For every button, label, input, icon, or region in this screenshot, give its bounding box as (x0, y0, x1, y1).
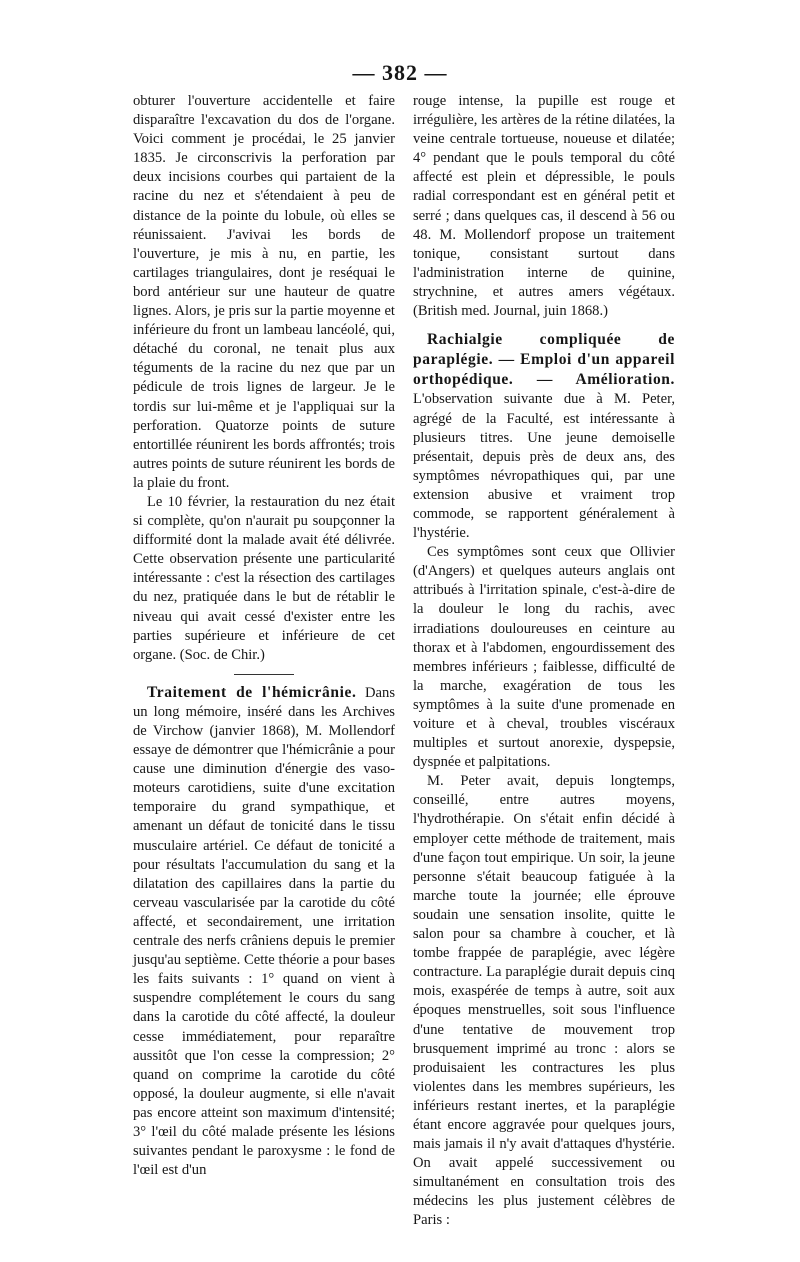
section-divider (234, 674, 294, 675)
paragraph: obturer l'ouverture accidentelle et faire disparaître l'excavation du dos de l'organe. Voici comment je procédai, le 25 janvier 1835. Je circonscrivis la perforation par deux incisions courbes qui partaient de la racine du nez et s'étendaient à peu de distance de la pointe du lobule, où elles se réunissaient. J'avivai les bords de l'ouverture, je mis à nu, en partie, les cartilages triangulaires, dont je reséquai le bord antérieur sur une hauteur de quatre lignes. Alors, je pris sur la partie moyenne et inférieure du front un lambeau lancéolé, qui, détaché du coronal, ne tenait plus aux téguments de la racine du nez que par un pédicule de trois lignes de largeur. Je le tordis sur lui-même et je l'appliquai sur la perforation. Quatorze points de suture entortillée réunirent les bords affrontés; trois autres points de suture réunirent les bords de la plaie du front. (133, 93, 395, 491)
paragraph: Le 10 février, la restauration du nez était si complète, qu'on n'aurait pu soupçonner la difformité dont la malade avait été délivrée. Cette observation présente une particularité intéressante : c'est la résection des cartilages du nez, pratiquée dans le but de rétablir le niveau qui avait cessé d'exister entre les parties supérieure et inférieure de cet organe. (Soc. de Chir.) (133, 493, 395, 663)
paragraph: Dans un long mémoire, inséré dans les Archives de Virchow (janvier 1868), M. Mollendorf essaye de démontrer que l'hémicrânie a pour cause une diminution d'énergie des vaso-moteurs carotidiens, suite d'une excitation temporaire du grand sympathique, et amenant un défaut de tonicité dans le tissu musculaire artériel. Ce défaut de tonicité a pour résultats l'accumulation du sang et la dilatation des capillaires dans la partie du cerveau vascularisée par la carotide du côté affecté, et secondairement, une irritation centrale des nerfs crâniens depuis le premier jusqu'au septième. Cette théorie a pour bases les faits suivants : 1° quand on vient à suspendre complétement le cours du sang dans la carotide du côté affecté, la douleur cesse immédiatement, pour reparaître aussitôt que l'on cesse la compression; 2° quand on comprime la carotide du côté opposé, la douleur augmente, si elle n'avait pas encore atteint son maximum d'intensité; 3° l'œil du côté malade présente les lésions suivantes pendant le paroxysme : le fond de l'œil est d'un (133, 684, 395, 1179)
paragraph: Ces symptômes sont ceux que Ollivier (d'Angers) et quelques auteurs anglais ont attribués à l'irritation spinale, c'est-à-dire de la douleur le long du rachis, avec irradiations douloureuses en ceinture au thorax et à l'abdomen, engourdissement des membres inférieurs ; faiblesse, difficulté de la marche, exagération de tous les symptômes à la suite d'une promenade en voiture et à cheval, troubles viscéraux multiples et surtout anorexie, dyspepsie, dyspnée et palpitations. (413, 544, 675, 771)
paragraph: rouge intense, la pupille est rouge et irrégulière, les artères de la rétine dilatées, la veine centrale tortueuse, noueuse et dilatée; 4° pendant que le pouls temporal du côté affecté est plein et dépressible, le pouls radial correspondant est en général petit et serré ; dans quelques cas, il descend à 56 ou 48. M. Mollendorf propose un traitement tonique, consistant surtout dans l'administration interne de quinine, strychnine, et autres amers végétaux. (British med. Journal, juin 1868.) (413, 93, 675, 320)
right-column (413, 92, 675, 1231)
paragraph: L'observation suivante due à M. Peter, agrégé de la Faculté, est intéressante à plusieurs titres. Une jeune demoiselle présentait, depuis près de deux ans, des symptômes névropathiques qui, par une extension abusive et vraiment trop commode, se rapportent généralement à l'hystérie. (413, 391, 675, 542)
left-column (133, 92, 395, 1180)
section-gap (413, 321, 675, 330)
page-number: — 382 — (352, 60, 448, 85)
section-heading: Traitement de l'hémicrânie. (147, 683, 357, 701)
paragraph: M. Peter avait, depuis longtemps, conseillé, entre autres moyens, l'hydrothérapie. On s'était enfin décidé à employer cette méthode de traitement, mais d'une façon tout empirique. Un soir, la jeune personne s'était beaucoup fatiguée à la marche toute la journée; elle éprouve soudain une sensation insolite, quitte le salon pour sa chambre à coucher, et là tombe frappée de paraplégie, avec légère contracture. La paraplégie durait depuis cinq mois, exaspérée de temps à autre, soit aux époques menstruelles, soit sous l'influence d'une tentative de mouvement trop brusquement imprimé au tronc : alors se produisaient les contractures les plus violentes dans les membres supérieurs, les inférieurs restant inertes, et la paraplégie étant encore aggravée pour quelques jours, mais jamais il n'y avait d'attaques d'hystérie. On avait appelé successivement ou simultanément en consultation trois des médecins les plus justement célèbres de Paris : (413, 773, 675, 1229)
section-heading: Rachialgie compliquée de paraplégie. — Emploi d'un appareil orthopédique. — Amélioration. (413, 331, 675, 389)
